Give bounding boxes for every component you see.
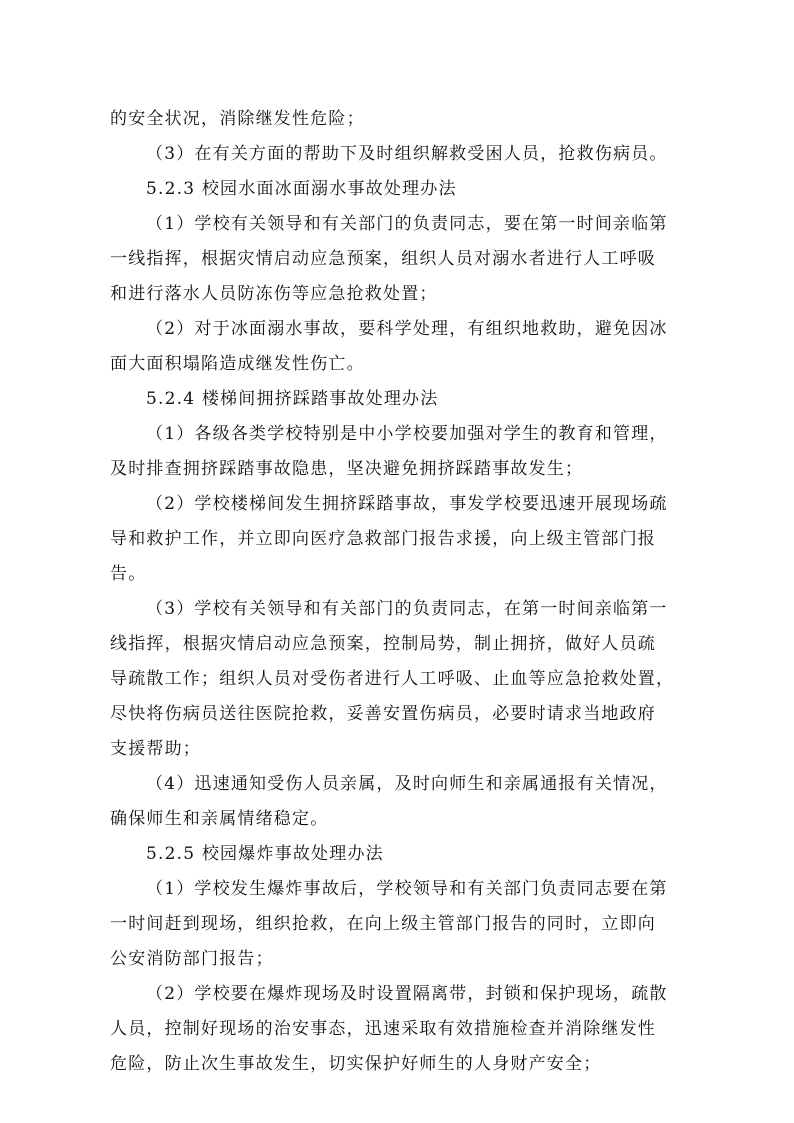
paragraph-line: 导疏散工作；组织人员对受伤者进行人工呼吸、止血等应急抢救处置， [110,669,675,689]
paragraph-line: 面大面积塌陷造成继发性伤亡。 [110,354,365,374]
list-item-line: （2）学校楼梯间发生拥挤踩踏事故，事发学校要迅速开展现场疏 [146,494,668,514]
document-body [110,102,685,1082]
paragraph-line: 的安全状况，消除继发性危险； [110,109,365,129]
section-heading: 5.2.5 校园爆炸事故处理办法 [146,844,384,864]
list-item-line: （1）各级各类学校特别是中小学校要加强对学生的教育和管理， [146,424,668,444]
paragraph-line: 和进行落水人员防冻伤等应急抢救处置； [110,284,438,304]
paragraph-line: 一时间赶到现场，组织抢救，在向上级主管部门报告的同时，立即向 [110,914,656,934]
paragraph-line: 及时排查拥挤踩踏事故隐患，坚决避免拥挤踩踏事故发生； [110,459,584,479]
paragraph-line: 告。 [110,564,147,584]
list-item-line: （3）学校有关领导和有关部门的负责同志，在第一时间亲临第一 [146,599,668,619]
list-item-line: （2）学校要在爆炸现场及时设置隔离带，封锁和保护现场，疏散 [146,984,668,1004]
list-item-line: （2）对于冰面溺水事故，要科学处理，有组织地救助，避免因冰 [146,319,668,339]
list-item-line: （1）学校有关领导和有关部门的负责同志，要在第一时间亲临第 [146,214,668,234]
paragraph-line: 一线指挥，根据灾情启动应急预案，组织人员对溺水者进行人工呼吸 [110,249,656,269]
paragraph-line: 支援帮助； [110,739,201,759]
list-item-line: （4）迅速通知受伤人员亲属，及时向师生和亲属通报有关情况， [146,774,668,794]
list-item-line: （3）在有关方面的帮助下及时组织解救受困人员，抢救伤病员。 [146,144,668,164]
paragraph-line: 确保师生和亲属情绪稳定。 [110,809,329,829]
paragraph-line: 人员，控制好现场的治安事态，迅速采取有效措施检查并消除继发性 [110,1019,656,1039]
paragraph-line: 尽快将伤病员送往医院抢救，妥善安置伤病员，必要时请求当地政府 [110,704,656,724]
paragraph-line: 线指挥，根据灾情启动应急预案，控制局势，制止拥挤，做好人员疏 [110,634,656,654]
section-heading: 5.2.3 校园水面冰面溺水事故处理办法 [146,179,457,199]
paragraph-line: 导和救护工作，并立即向医疗急救部门报告求援，向上级主管部门报 [110,529,656,549]
list-item-line: （1）学校发生爆炸事故后，学校领导和有关部门负责同志要在第 [146,879,668,899]
paragraph-line: 公安消防部门报告； [110,949,274,969]
section-heading: 5.2.4 楼梯间拥挤踩踏事故处理办法 [146,389,439,409]
paragraph-line: 危险，防止次生事故发生，切实保护好师生的人身财产安全； [110,1054,602,1074]
